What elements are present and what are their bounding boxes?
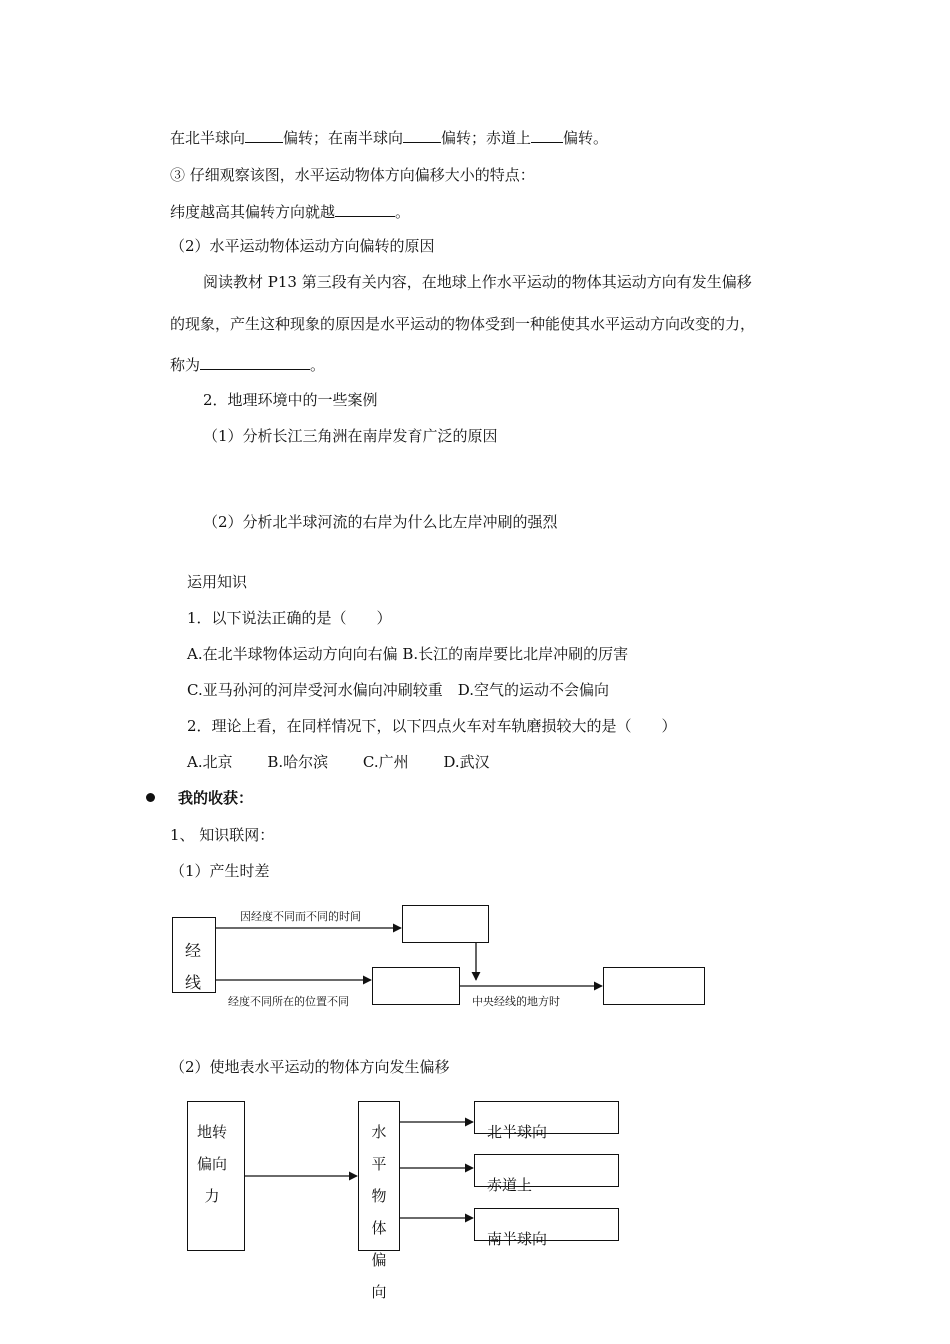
question-1-options-cd: C.亚马孙河的河岸受河水偏向冲刷较重 D.空气的运动不会偏向 (187, 681, 609, 699)
heading-deflection: （2）使地表水平运动的物体方向发生偏移 (170, 1058, 450, 1076)
question-2: 2．理论上看，在同样情况下，以下四点火车对车轨磨损较大的是（ ） (187, 717, 677, 735)
box-meridian-label: 经线 (184, 941, 201, 992)
label-south-hemisphere: 南半球向 (487, 1230, 548, 1248)
text-latitude: 纬度越高其偏转方向就越 (170, 203, 336, 221)
label-north-hemisphere: 北半球向 (487, 1123, 548, 1141)
text-latitude-end: 。 (395, 203, 411, 221)
paragraph-line-1: 阅读教材 P13 第三段有关内容，在地球上作水平运动的物体其运动方向有发生偏移 (203, 273, 752, 291)
question-1: 1．以下说法正确的是（ ） (187, 609, 392, 627)
subheading-cause: （2）水平运动物体运动方向偏转的原因 (170, 237, 435, 255)
heading-cases: 2．地理环境中的一些案例 (203, 391, 378, 409)
label-arrow-right: 中央经线的地方时 (472, 995, 560, 1008)
box-middle-blank (372, 967, 460, 1005)
text-end: 偏转。 (563, 129, 609, 147)
heading-time-difference: （1）产生时差 (170, 862, 270, 880)
question-1-options-ab: A.在北半球物体运动方向向右偏 B.长江的南岸要比北岸冲刷的厉害 (187, 645, 629, 663)
label-arrow-bottom: 经度不同所在的位置不同 (228, 995, 349, 1008)
box-coriolis-force-label: 地转偏向力 (196, 1123, 227, 1205)
box-top-blank (402, 905, 489, 943)
box-horizontal-object-label: 水平物体偏向 (371, 1123, 387, 1301)
question-2-options: A.北京 B.哈尔滨 C.广州 D.武汉 (187, 753, 490, 771)
question-river-bank: （2）分析北半球河流的右岸为什么比左岸冲刷的强烈 (203, 513, 558, 531)
heading-apply-knowledge: 运用知识 (187, 573, 248, 591)
label-arrow-top: 因经度不同而不同的时间 (240, 910, 361, 923)
text-south: 偏转；在南半球向 (283, 129, 404, 147)
heading-knowledge-network: 1、 知识联网： (170, 826, 275, 844)
heading-my-gains: 我的收获： (178, 789, 254, 807)
text-equator: 偏转；赤道上 (441, 129, 532, 147)
label-equator: 赤道上 (487, 1176, 533, 1194)
text-called: 称为 (170, 356, 201, 374)
line-observe: ③ 仔细观察该图，水平运动物体方向偏移大小的特点： (170, 166, 535, 184)
text-north: 在北半球向 (170, 129, 246, 147)
paragraph-line-2: 的现象，产生这种现象的原因是水平运动的物体受到一种能使其水平运动方向改变的力， (170, 315, 756, 333)
question-yangtze-delta: （1）分析长江三角洲在南岸发育广泛的原因 (203, 427, 498, 445)
box-right-blank (603, 967, 705, 1005)
text-called-end: 。 (310, 356, 326, 374)
